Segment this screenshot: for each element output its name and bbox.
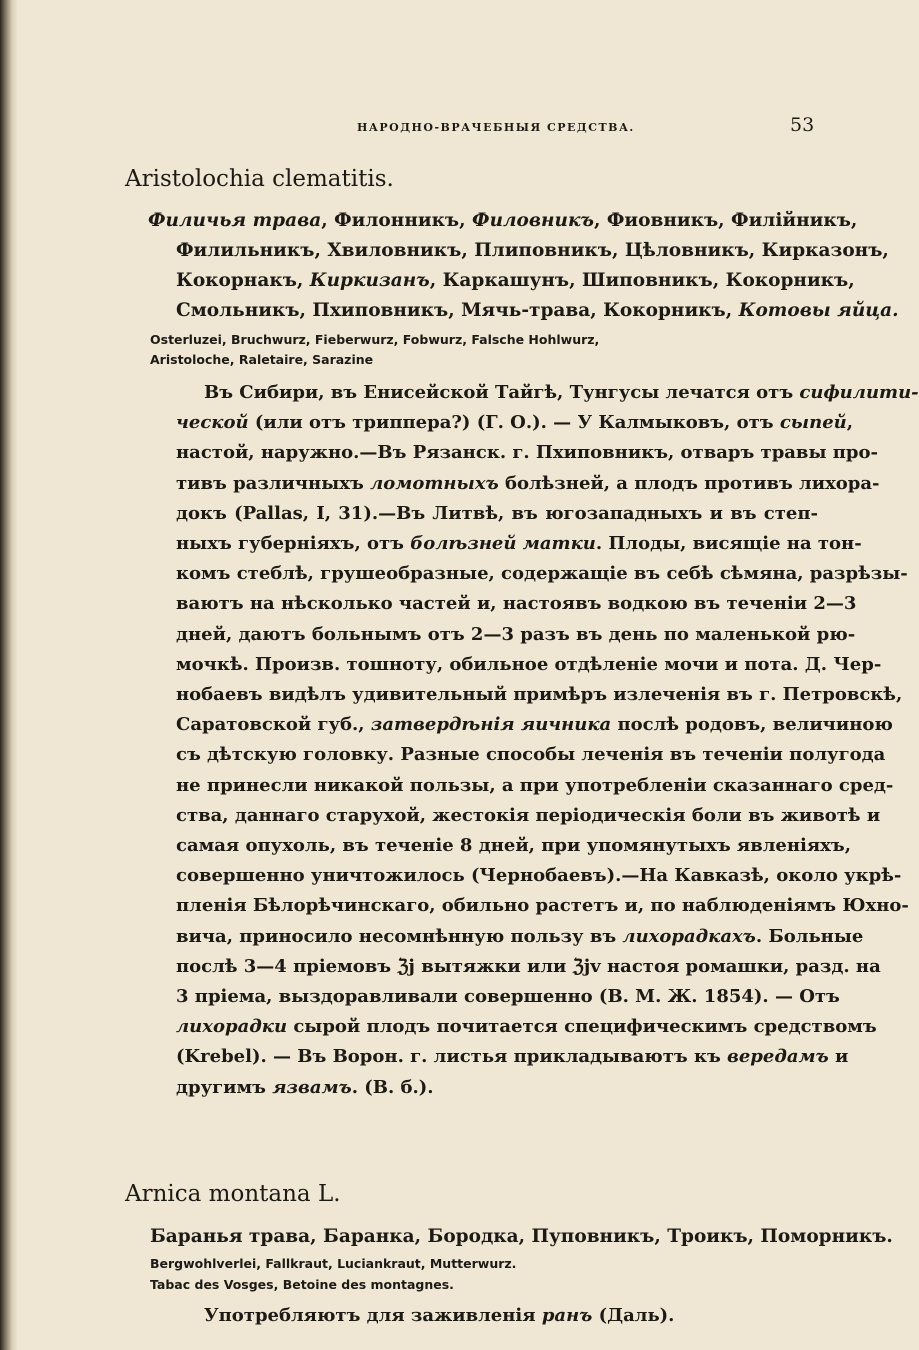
text-run: сырой плодъ почитается специфическимъ средствомъ <box>287 1016 877 1038</box>
body-line <box>176 895 909 917</box>
body-line <box>176 563 908 585</box>
body-line <box>176 442 878 464</box>
italic-term: язвамъ <box>272 1076 352 1098</box>
body-line <box>176 503 818 524</box>
synonym-line <box>150 1226 893 1247</box>
synonym-line <box>176 300 899 321</box>
text-run: Саратовской губ., <box>176 714 371 736</box>
italic-term: Киркизанъ <box>309 270 430 291</box>
italic-term: лихорадки <box>176 1016 288 1038</box>
italic-term: Филовникъ <box>472 210 594 231</box>
body-line <box>176 835 851 856</box>
text-run: другимъ <box>176 1076 273 1098</box>
text-run: Филильникъ, Хвиловникъ, Плиповникъ, Цѣловникъ, Кирказонъ, <box>176 240 889 261</box>
italic-term: Филичья трава <box>148 210 322 231</box>
body-line <box>176 533 862 554</box>
text-run: . Больные <box>755 925 864 947</box>
text-run: Смольникъ, Пхиповникъ, Мячь-трава, Кокорникъ, <box>176 300 739 321</box>
text-run: ства, даннаго старухой, жестокія періодическія боли въ животѣ и <box>176 804 881 826</box>
body-line <box>176 925 864 947</box>
body-line <box>176 623 856 645</box>
text-run: (Даль). <box>592 1305 675 1326</box>
text-run: послѣ 3—4 пріемовъ ℨj вытяжки или ℨjv настоя ромашки, разд. на <box>176 955 881 977</box>
page-number: 53 <box>790 114 815 136</box>
foreign-names-line: Tabac des Vosges, Betoine des montagnes. <box>150 1277 454 1292</box>
body-line <box>176 955 881 977</box>
text-run: и <box>828 1046 849 1068</box>
text-run: комъ стеблѣ, грушеобразные, содержащіе въ себѣ сѣмяна, разрѣзы- <box>176 563 908 585</box>
text-run: Баранья трава, Баранка, Бородка, Пуповникъ, Троикъ, Поморникъ. <box>150 1226 893 1247</box>
body-line <box>176 1046 849 1068</box>
synonym-line <box>176 270 855 291</box>
text-run: тивъ различныхъ <box>176 472 371 494</box>
foreign-names-line: Aristoloche, Raletaire, Sarazine <box>150 352 374 367</box>
body-line <box>176 804 881 826</box>
running-title: НАРОДНО-ВРАЧЕБНЫЯ СРЕДСТВА. <box>357 121 635 134</box>
body-line <box>176 714 893 736</box>
text-run: пленія Бѣлорѣчинскаго, обильно растетъ и, по наблюденіямъ Юхно- <box>176 895 909 917</box>
text-run: , Каркашунъ, Шиповникъ, Кокорникъ, <box>429 270 855 291</box>
body-line <box>176 986 840 1007</box>
text-run: , Филонникъ, <box>321 210 473 231</box>
page-binding-edge <box>0 0 18 1350</box>
body-line <box>176 653 882 675</box>
foreign-names-line: Osterluzei, Bruchwurz, Fieberwurz, Fobwurz, Falsche Hohlwurz, <box>150 332 600 347</box>
text-run: . (В. б.). <box>351 1076 434 1098</box>
body-line <box>176 865 902 887</box>
text-run: не принесли никакой пользы, а при употребленіи сказаннаго сред- <box>176 774 894 796</box>
body-line <box>176 412 854 434</box>
text-run: болѣзней, а плодъ противъ лихора- <box>498 472 880 494</box>
body-line <box>176 1016 877 1038</box>
text-run: послѣ родовъ, величиною <box>611 714 893 736</box>
body-line <box>204 382 919 403</box>
body-line <box>176 472 880 494</box>
text-run: , Фиoвникъ, Филійникъ, <box>593 210 858 231</box>
text-run: мочкѣ. Произв. тошноту, обильное отдѣленіе мочи и пота. Д. Чер- <box>176 653 882 675</box>
italic-term: вередамъ <box>727 1046 829 1068</box>
text-run: Кокорнакъ, <box>176 270 310 291</box>
italic-term: лихорадкахъ <box>622 925 756 947</box>
synonym-line <box>176 240 889 261</box>
text-run: Въ Сибири, въ Енисейской Тайгѣ, Тунгусы лечатся отъ <box>204 382 800 403</box>
italic-term: затвердѣнія яичника <box>370 714 612 736</box>
synonym-line <box>148 210 858 231</box>
text-run: самая опухоль, въ теченіе 8 дней, при упомянутыхъ явленіяхъ, <box>176 835 851 856</box>
text-run: (или отъ триппера?) (Г. О.). — У Калмыковъ, отъ <box>248 412 780 434</box>
body-line <box>204 1305 674 1326</box>
italic-term: ломотныхъ <box>370 472 499 494</box>
text-run: 3 пріема, выздоравливали совершенно (В. М. Ж. 1854). — Отъ <box>176 986 840 1007</box>
text-run: нобаевъ видѣлъ удивительный примѣръ излеченія въ г. Петровскѣ, <box>176 684 903 705</box>
text-run: дней, даютъ больнымъ отъ 2—3 разъ въ день по маленькой рю- <box>176 623 856 645</box>
text-run: Употребляютъ для заживленія <box>204 1305 542 1326</box>
body-line <box>176 774 894 796</box>
text-run: съ дѣтскую головку. Разные способы леченія въ теченіи полугода <box>176 744 886 766</box>
body-line <box>176 1077 434 1098</box>
italic-term: сыпей <box>779 412 847 434</box>
text-run: ныхъ губерніяхъ, отъ <box>176 533 411 554</box>
text-run: (Krebel). — Въ Ворон. г. листья прикладываютъ къ <box>176 1046 728 1068</box>
text-run: докъ (Pallas, I, 31).—Въ Литвѣ, въ югозападныхъ и въ степ- <box>176 502 818 524</box>
italic-term: болѣзней матки <box>410 533 596 554</box>
text-run: совершенно уничтожилось (Чернобаевъ).—На Кавказѣ, около укрѣ- <box>176 865 902 887</box>
text-run: вича, приносило несомнѣнную пользу въ <box>176 925 623 947</box>
italic-term: Котовы яйца. <box>738 300 899 321</box>
body-line <box>176 744 886 766</box>
text-run: ваютъ на нѣсколько частей и, настоявъ водкою въ теченіи 2—3 <box>176 593 857 615</box>
italic-term: ранъ <box>541 1305 593 1326</box>
text-run: . Плоды, висящіе на тон- <box>595 533 862 554</box>
body-line <box>176 684 903 705</box>
text-run: настой, наружно.—Въ Рязанск. г. Пхиповникъ, отваръ травы про- <box>176 442 878 464</box>
entry-heading: Aristolochia clematitis. <box>125 166 394 192</box>
italic-term: сифилити- <box>799 382 919 403</box>
text-run: , <box>846 412 854 434</box>
entry-heading: Arnica montana L. <box>125 1181 341 1207</box>
foreign-names-line: Bergwohlverlei, Fallkraut, Luciankraut, Mutterwurz. <box>150 1256 517 1271</box>
italic-term: ческой <box>176 412 249 434</box>
body-line <box>176 593 857 615</box>
